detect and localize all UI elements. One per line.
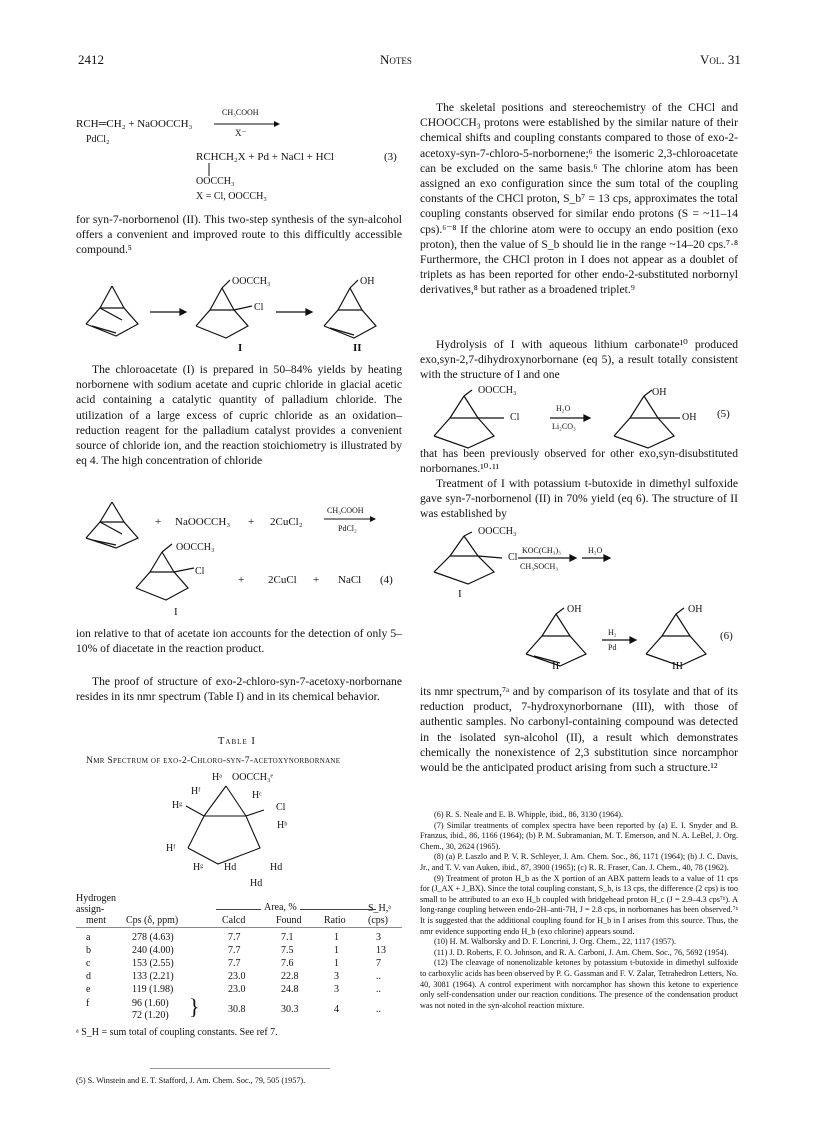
cell-sh: 13	[376, 945, 386, 956]
cell-found: 22.8	[281, 971, 299, 982]
eq4-reagent-2: 2CuCl₂	[270, 516, 303, 528]
page-number: 2412	[78, 52, 104, 67]
cell-calcd: 23.0	[228, 984, 246, 995]
label-hf-2: Hᶠ	[166, 843, 176, 854]
scheme1-oocch3: OOCCH₃	[232, 276, 271, 287]
eq6-reagent-1: KOC(CH₃)₃	[522, 546, 561, 555]
cell-sh: 3	[376, 932, 381, 943]
eq4-catalyst: PdCl₂	[338, 524, 357, 533]
eq6-number: (6)	[720, 630, 733, 642]
brace: }	[189, 994, 200, 1019]
eq4-plus-2: +	[248, 516, 255, 528]
cell-found: 7.1	[281, 932, 294, 943]
right-paragraph-2: Hydrolysis of I with aqueous lithium carbonate¹⁰ produced exo,syn-2,7-dihydroxynorbornane (eq 5), a result totally consistent with the structure of I and one	[420, 338, 738, 382]
eq4-plus-4: +	[313, 574, 320, 586]
cell-assign-f: f	[86, 998, 90, 1009]
eq5-reagent-1: H₂O	[556, 404, 571, 413]
th-cps: Cps (δ, ppm)	[126, 915, 179, 926]
volume-label: Vol. 31	[700, 52, 741, 67]
footnotes-right	[420, 810, 738, 1011]
cell-found: 24.8	[281, 984, 299, 995]
cell-sh: 7	[376, 958, 381, 969]
cell-cps: 119 (1.98)	[132, 984, 174, 995]
eq5-cl: Cl	[510, 412, 520, 423]
scheme1-cl: Cl	[254, 302, 264, 313]
cell-ratio: 1	[334, 958, 339, 969]
cell-sh-f: ..	[376, 1004, 381, 1015]
cell-found-f: 30.3	[281, 1004, 299, 1015]
cell-assign: a	[86, 932, 91, 943]
th-assign: assign-	[76, 904, 105, 915]
scheme1-oh: OH	[360, 276, 375, 287]
cell-calcd: 7.7	[228, 958, 241, 969]
label-hd-2: Hd	[270, 862, 283, 873]
eq6-label-I: I	[458, 588, 462, 600]
left-paragraph-2: The chloroacetate (I) is prepared in 50–84% yields by heating norbornene with sodium acetate and cupric chloride in glacial acetic acid containing a catalytic quantity of palladium chloride. The utilization of a large excess of cupric chloride as an oxidation–reduction reagent for the palladium catalyst provides a convenient source of chloride ion, and the reaction stoichiometry is illustrated by eq 4. The high concentration of chloride	[76, 363, 402, 468]
footnote-9: (9) Treatment of proton H_b as the X portion of an ABX pattern leads to a value of 11 cps for (J_AX + J_BX). Since the total coupling constant, S_b, is 13 cps, the difference (2 cps) is too small to be attributed to an exo H_b coupled with bridgehead proton H_c (J = 2.9–4.3 cps⁷ᵇ). A long-range coupling between endo-2H–anti-7H, J = 2.8 cps, in norbornanes has been observed.⁷ᵇ It is suggested that the additional coupling found for H_b in I arises from this source. Thus, the nmr evidence supporting endo H_b (exo chlorine) appears sound.	[420, 873, 738, 936]
cell-ratio: 1	[334, 932, 339, 943]
eq3-number: (3)	[384, 151, 397, 163]
eq6-oh-1: OH	[567, 604, 582, 615]
cell-found: 7.5	[281, 945, 294, 956]
cell-ratio-f: 4	[334, 1004, 339, 1015]
eq4-product-3: NaCl	[338, 574, 362, 586]
eq3-catalyst: PdCl₂	[86, 134, 110, 145]
eq3-xdef: X = Cl, OOCCH₃	[196, 191, 267, 202]
eq3-reactant: RCH═CH₂ + NaOOCCH₃	[76, 118, 193, 130]
table-label: Table I	[218, 736, 256, 747]
label-hd-1: Hd	[224, 862, 237, 873]
th-area: Area, %	[261, 902, 300, 913]
cell-ratio: 1	[334, 945, 339, 956]
left-paragraph-3: ion relative to that of acetate ion accounts for the detection of only 5–10% of diacetate in the reaction product.	[76, 627, 402, 656]
footnote-6: (6) R. S. Neale and E. B. Whipple, ibid., 86, 3130 (1964).	[434, 810, 624, 819]
cell-assign: b	[86, 945, 91, 956]
eq5-oh-2: OH	[682, 412, 697, 423]
label-hd-3: Hd	[250, 878, 263, 889]
eq3-xminus: X⁻	[235, 128, 247, 138]
running-head: Notes	[380, 52, 412, 67]
equation-5	[424, 384, 724, 454]
th-ment: ment	[86, 915, 106, 926]
cell-cps: 278 (4.63)	[132, 932, 174, 943]
footnote-12: (12) The cleavage of nonenolizable ketones by potassium t-butoxide in dimethyl sulfoxide to carboxylic acids has been observed by P. G. Gassman and F. V. Zalar, Tetrahedron Letters, No. 40, 3081 (1964). A control experiment with norcamphor has shown this ketone to experience only self-condensation under our reaction conditions. The presence of the condensation product was not noted in the syn-alcohol reaction mixture.	[420, 958, 738, 1010]
th-calcd: Calcd	[222, 915, 246, 926]
cell-calcd-f: 30.8	[228, 1004, 246, 1015]
th-hydrogen: Hydrogen	[76, 893, 116, 904]
cell-calcd: 7.7	[228, 945, 241, 956]
right-paragraph-3: that has been previously observed for other exo,syn-disubstituted norbornanes.¹⁰·¹¹	[420, 447, 738, 476]
nmr-table	[76, 893, 402, 1059]
th-sh: S_H,ᵃ	[368, 903, 392, 914]
eq6-oh-2: OH	[688, 604, 703, 615]
label-cl: Cl	[276, 802, 286, 813]
footnote-5: (5) S. Winstein and E. T. Stafford, J. Am. Chem. Soc., 79, 505 (1957).	[76, 1076, 306, 1085]
footnote-8: (8) (a) P. Laszlo and P. V. R. Schleyer, J. Am. Chem. Soc., 86, 1171 (1964); (b) J. C. Davis, Jr., and T. V. van Auken, ibid., 87, 3900 (1965); (c) R. R. Fraser, Can. J. Chem., 40, 78 (1962).	[420, 852, 738, 872]
eq4-plus-3: +	[238, 574, 245, 586]
label-hc: Hᶜ	[252, 790, 262, 801]
eq3-arrow	[212, 118, 282, 130]
cell-cps: 153 (2.55)	[132, 958, 174, 969]
cell-cps-f1: 96 (1.60)	[132, 998, 169, 1009]
eq5-oocch3: OOCCH₃	[478, 385, 517, 396]
eq3-oac: OOCCH₃	[196, 176, 235, 187]
eq6-reagent-3: H₂O	[588, 546, 603, 555]
eq3-bond	[206, 163, 212, 177]
eq3-reagent: CH₃COOH	[222, 108, 259, 117]
eq4-cl: Cl	[195, 566, 205, 577]
footnote-10: (10) H. M. Walborsky and D. F. Loncrini, J. Org. Chem., 22, 1117 (1957).	[434, 937, 677, 947]
eq4-reagent-1: NaOOCCH₃	[175, 516, 231, 528]
eq6-reagent-2: CH₃SOCH₃	[520, 562, 559, 571]
cell-assign: e	[86, 984, 91, 995]
table-caption: Nmr Spectrum of exo-2-Chloro-syn-7-acetoxynorbornane	[86, 755, 341, 766]
eq6-h2: H₂	[608, 628, 617, 637]
eq6-oocch3: OOCCH₃	[478, 526, 517, 537]
cell-cps-f2: 72 (1.20)	[132, 1010, 169, 1021]
cell-cps: 240 (4.00)	[132, 945, 174, 956]
eq6-label-III: III	[672, 660, 683, 672]
right-paragraph-4: Treatment of I with potassium t-butoxide in dimethyl sulfoxide gave syn-7-norbornenol (II) in 70% yield (eq 6). The structure of II was established by	[420, 477, 738, 521]
eq3-product: RCHCH₂X + Pd + NaCl + HCl	[196, 151, 334, 163]
scheme1-label-I: I	[238, 342, 243, 354]
cell-calcd: 7.7	[228, 932, 241, 943]
eq4-number: (4)	[380, 574, 393, 586]
label-hg-2: Hᵍ	[193, 862, 204, 873]
eq5-number: (5)	[717, 408, 730, 420]
footnote-rule	[150, 1068, 330, 1069]
cell-ratio: 3	[334, 971, 339, 982]
label-hf-1: Hᶠ	[191, 786, 201, 797]
cell-found: 7.6	[281, 958, 294, 969]
cell-ratio: 3	[334, 984, 339, 995]
eq4-condition: CH₃COOH	[327, 506, 364, 515]
label-ha: Hᵃ	[212, 772, 222, 783]
left-paragraph-1: for syn-7-norbornenol (II). This two-step synthesis of the syn-alcohol offers a convenient and improved route to this difficultly accessible compound.⁵	[76, 213, 402, 257]
label-hb: Hᵇ	[277, 820, 288, 831]
header-rule	[76, 927, 402, 928]
cell-calcd: 23.0	[228, 971, 246, 982]
cell-sh: ..	[376, 971, 381, 982]
footnote-7: (7) Similar treatments of complex spectra have been reported by (a) E. I. Snyder and B. Franzus, ibid., 86, 1166 (1964); (b) P. M. Subramanian, M. T. Emerson, and N. A. LeBel, J. Org. Chem., 30, 2624 (1965).	[420, 820, 738, 851]
eq4-arrow	[322, 514, 378, 524]
eq6-label-II: II	[552, 660, 560, 672]
table-footnote: ᵃ S_H = sum total of coupling constants. See ref 7.	[76, 1027, 278, 1038]
right-paragraph-1: The skeletal positions and stereochemistry of the CHCl and CHOOCCH₃ protons were established by the similar nature of their chemical shifts and coupling constants compared to those of exo-2-acetoxy-syn-7-chloro-5-norbornene;⁶ the isomeric 2,3-chloroacetate can be excluded on the same basis.⁶ The chlorine atom has been assigned an exo configuration since the sum total of the coupling constants of the CHCl proton, S_b⁷ = 13 cps, approximates the total coupling constants observed for similar endo protons (S = ~11–14 cps).⁶⁻⁸ If the chlorine atom were to occupy an endo position (exo proton), then the value of S_b should lie in the range ~14–20 cps.⁷·⁸ Furthermore, the CHCl proton in I does not appear as a doublet of triplets as has been reported for other endo-2-substituted norbornyl derivatives,⁸ but rather as a broadened triplet.⁹	[420, 101, 738, 297]
label-hg-1: Hᵍ	[172, 800, 183, 811]
th-found: Found	[276, 915, 302, 926]
eq6-pd: Pd	[608, 643, 617, 652]
left-paragraph-4: The proof of structure of exo-2-chloro-syn-7-acetoxy-norbornane resides in its nmr spectrum (Table I) and in its chemical behavior.	[76, 675, 402, 704]
eq4-label-I: I	[174, 606, 178, 618]
right-paragraph-5: its nmr spectrum,⁷ᵃ and by comparison of its tosylate and that of its reduction product, 7-hydroxynorbornane (III), with those of authentic samples. No carbonyl-containing compound was detected in the isolated syn-alcohol (II), a result which demonstrates chemically the nonexistence of 2,3 substitution since norcamphor would be the anticipated product arising from such a structure.¹²	[420, 685, 738, 775]
eq4-oocch3: OOCCH₃	[176, 542, 215, 553]
eq6-cl: Cl	[508, 552, 518, 563]
cell-assign: d	[86, 971, 91, 982]
cell-cps: 133 (2.21)	[132, 971, 174, 982]
label-oac: OOCCH₃ᵉ	[232, 772, 274, 783]
scheme1-label-II: II	[353, 342, 362, 354]
th-ratio: Ratio	[324, 915, 346, 926]
cell-sh: ..	[376, 984, 381, 995]
footnote-11: (11) J. D. Roberts, F. O. Johnson, and R. A. Carboni, J. Am. Chem. Soc., 76, 5692 (1954).	[434, 947, 729, 957]
cell-assign: c	[86, 958, 91, 969]
eq5-reagent-2: Li₂CO₃	[552, 422, 576, 431]
eq4-product-2: 2CuCl	[268, 574, 297, 586]
eq5-oh-1: OH	[652, 387, 667, 398]
th-sh-unit: (cps)	[368, 915, 388, 926]
eq4-plus-1: +	[155, 516, 162, 528]
